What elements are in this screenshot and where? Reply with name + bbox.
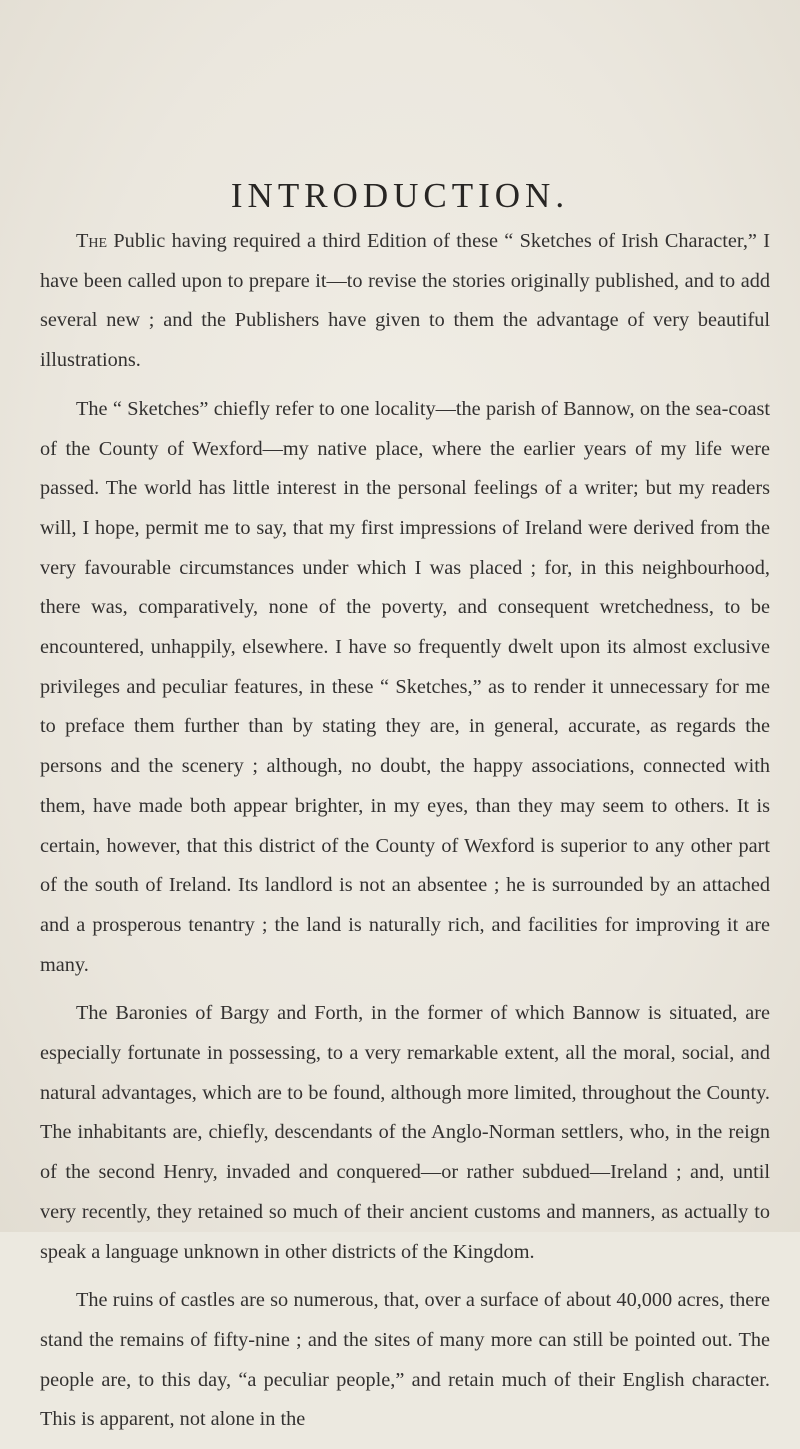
paragraph bbox=[40, 222, 770, 381]
paragraph-lead: The bbox=[76, 230, 108, 252]
page-title: INTRODUCTION. bbox=[230, 176, 570, 215]
paragraph-text: Public having required a third Edition of these “ Sketches of Irish Character,” I have been called upon to prepare it—to revise the stories originally published, and to add several new ; and the Publishers have given to them the advantage of very beautiful illustrations. bbox=[40, 230, 770, 372]
paragraph bbox=[40, 994, 770, 1272]
paragraph bbox=[40, 390, 770, 986]
paragraph-text: The ruins of castles are so numerous, that, over a surface of about 40,000 acres, there stand the remains of fifty-nine ; and the sites of many more can still be pointed out. The people are, to this day, “a peculiar people,” and retain much of their English character. This is apparent, not alone in the bbox=[40, 1289, 770, 1431]
paragraph bbox=[40, 1281, 770, 1440]
body-text bbox=[40, 222, 770, 1449]
paragraph-text: The Baronies of Bargy and Forth, in the former of which Bannow is situated, are especially fortunate in possessing, to a very remarkable extent, all the moral, social, and natural advantages, which are to be found, although more limited, throughout the County. The inhabitants are, chiefly, descendants of the Anglo-Norman settlers, who, in the reign of the second Henry, invaded and conquered—or rather subdued—Ireland ; and, until very recently, they retained so much of their ancient customs and manners, as actually to speak a language unknown in other districts of the Kingdom. bbox=[40, 1002, 770, 1263]
paragraph-text: The “ Sketches” chiefly refer to one locality—the parish of Bannow, on the sea-coast of the County of Wexford—my native place, where the earlier years of my life were passed. The world has little interest in the personal feelings of a writer; but my readers will, I hope, permit me to say, that my first impressions of Ireland were derived from the very favourable circumstances under which I was placed ; for, in this neighbourhood, there was, comparatively, none of the poverty, and consequent wretchedness, to be encountered, unhappily, elsewhere. I have so frequently dwelt upon its almost exclusive privileges and peculiar features, in these “ Sketches,” as to render it unnecessary for me to preface them further than by stating they are, in general, accurate, as regards the persons and the scenery ; although, no doubt, the happy associations, connected with them, have made both appear brighter, in my eyes, than they may seem to others. It is certain, however, that this district of the County of Wexford is superior to any other part of the south of Ireland. Its landlord is not an absentee ; he is surrounded by an attached and a prosperous tenantry ; the land is naturally rich, and facilities for improving it are many. bbox=[40, 397, 770, 976]
